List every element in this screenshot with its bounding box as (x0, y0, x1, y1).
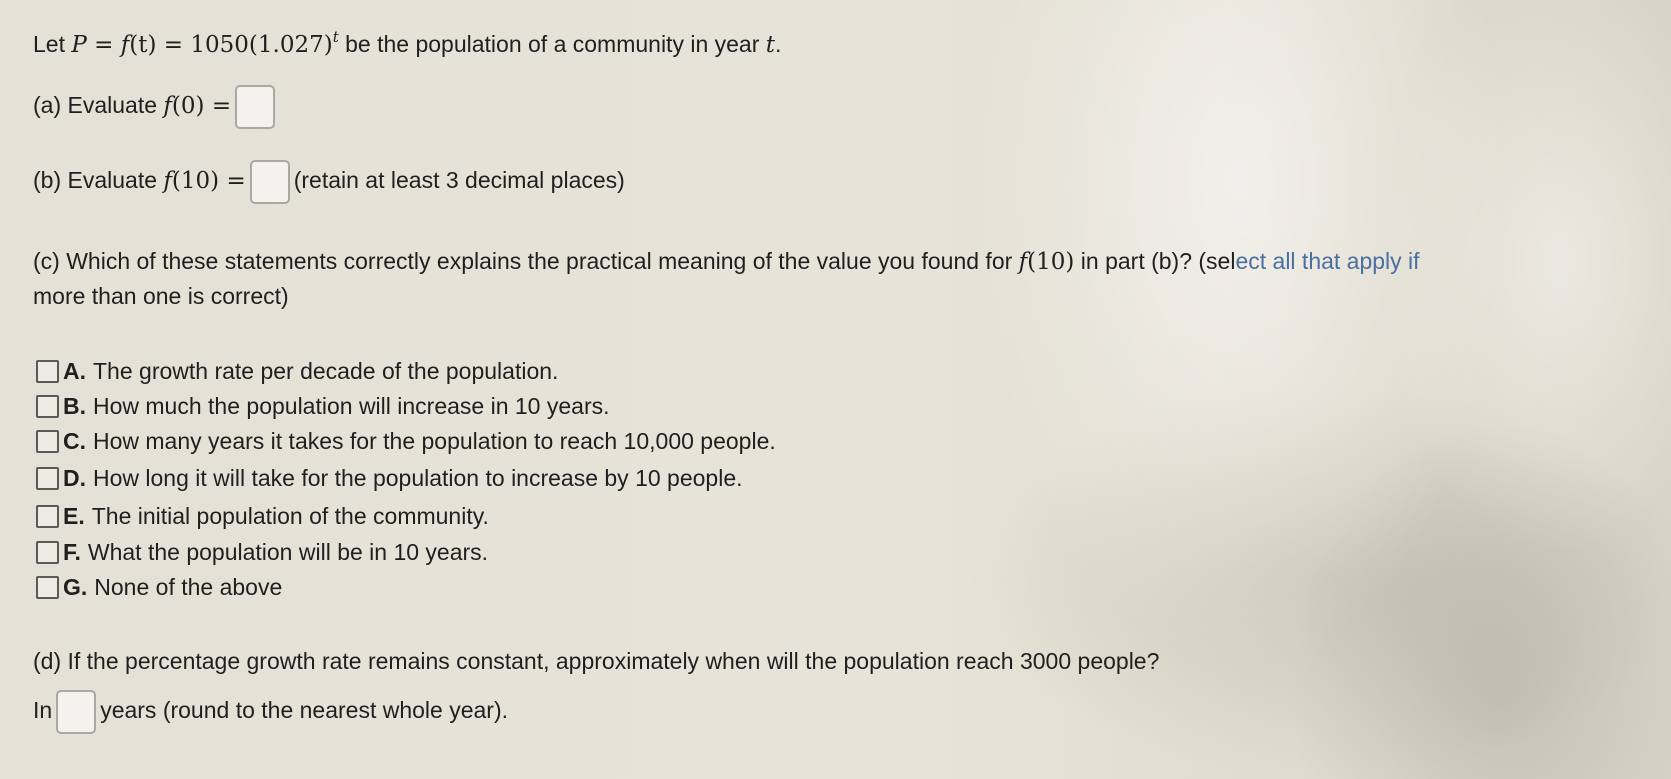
option-e-label: The initial population of the community. (91, 503, 489, 529)
option-e[interactable]: E. The initial population of the community. (36, 501, 489, 531)
option-c-label: How many years it takes for the population to reach 10,000 people. (93, 428, 776, 454)
option-g-label: None of the above (94, 574, 283, 600)
option-g-checkbox[interactable] (36, 576, 59, 599)
part-d-prefix: In (33, 697, 53, 724)
part-d-question: (d) If the percentage growth rate remains constant, approximately when will the population reach 3000 people? (33, 648, 1160, 674)
option-c-checkbox[interactable] (36, 430, 59, 453)
part-a-answer-input[interactable] (235, 85, 275, 129)
option-b-checkbox[interactable] (36, 395, 59, 418)
option-c[interactable]: C. How many years it takes for the population to reach 10,000 people. (36, 426, 776, 456)
option-e-checkbox[interactable] (36, 505, 59, 528)
option-a[interactable]: A. The growth rate per decade of the population. (36, 356, 558, 386)
part-d-answer-input[interactable] (56, 690, 96, 734)
intro-suffix: be the population of a community in year (338, 31, 766, 57)
option-f-label: What the population will be in 10 years. (87, 539, 489, 565)
option-f-checkbox[interactable] (36, 541, 59, 564)
option-b[interactable]: B. How much the population will increase in 10 years. (36, 391, 610, 421)
part-b-note: (retain at least 3 decimal places) (293, 167, 625, 194)
part-d-answer-row (33, 690, 508, 734)
part-b-expression: f(10) = (163, 168, 246, 195)
option-d[interactable]: D. How long it will take for the population to increase by 10 people. (36, 463, 743, 493)
option-d-label: How long it will take for the population to increase by 10 people. (93, 465, 743, 491)
part-b-answer-input[interactable] (250, 160, 290, 204)
part-b-label: (b) Evaluate (33, 167, 164, 194)
part-a (33, 85, 279, 129)
part-b (33, 160, 625, 204)
problem-statement: Let $P = f(t) = 1050(1.027)^t$ be the population of a community in year t. (33, 28, 782, 58)
option-b-label: How much the population will increase in 10 years. (93, 393, 610, 419)
intro-prefix: Let (33, 31, 72, 57)
option-a-label: The growth rate per decade of the population. (93, 358, 559, 384)
part-a-expression: f(0) = (163, 93, 232, 120)
part-c-question: (c) Which of these statements correctly explains the practical meaning of the value you found for f(10) in part (b)? (select all that apply if (33, 248, 1420, 275)
part-d-suffix: years (round to the nearest whole year). (100, 697, 509, 724)
option-g[interactable]: G. None of the above (36, 572, 282, 602)
part-c-question-line2: more than one is correct) (33, 283, 289, 309)
formula: $P = f(t) = 1050(1.027)^t$ (71, 28, 339, 58)
part-a-label: (a) Evaluate (33, 92, 164, 119)
option-d-checkbox[interactable] (36, 467, 59, 490)
option-f[interactable]: F. What the population will be in 10 years. (36, 537, 488, 567)
option-a-checkbox[interactable] (36, 360, 59, 383)
year-variable: t (765, 32, 776, 58)
